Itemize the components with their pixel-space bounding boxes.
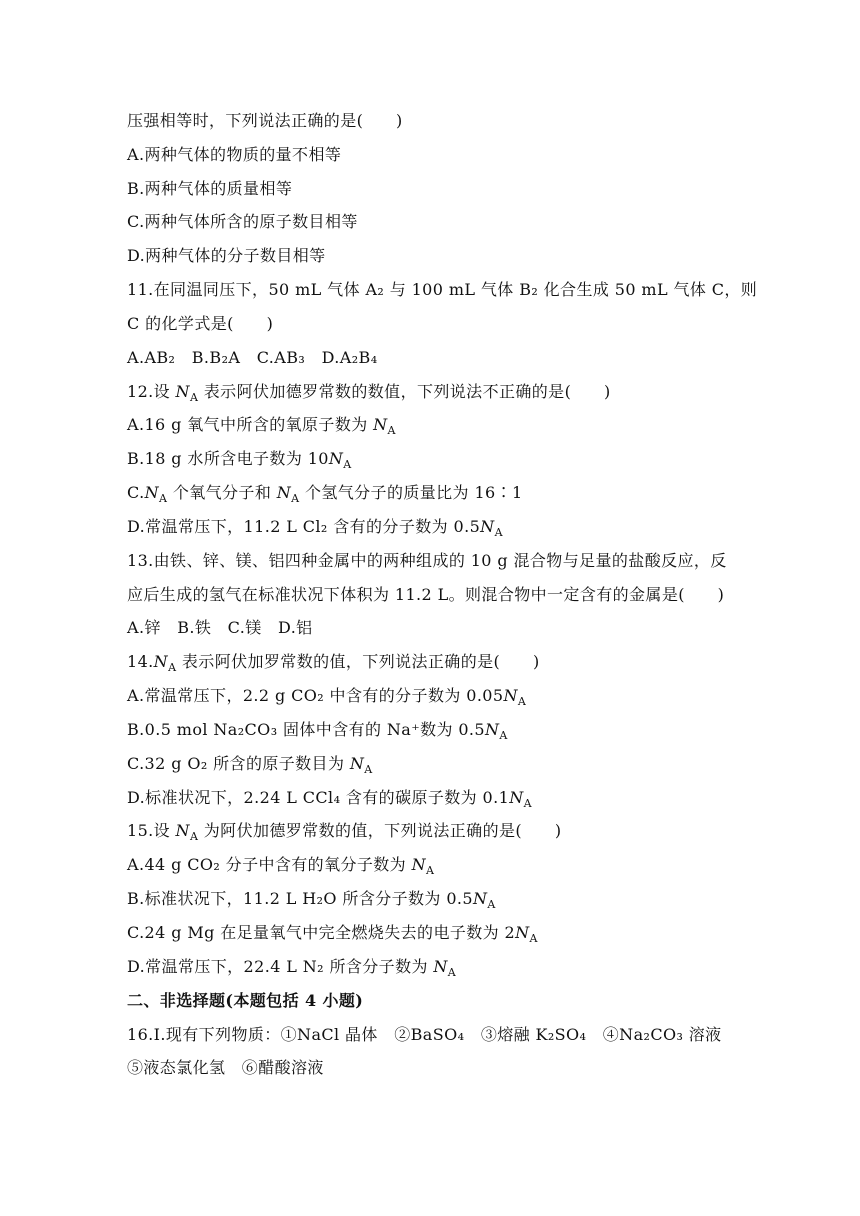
- question-13-options: A.锌 B.铁 C.镁 D.铝: [127, 618, 313, 637]
- option-d: D.常温常压下，11.2 L Cl₂ 含有的分子数为 $0.5N_A$: [127, 517, 503, 540]
- option-b: B.标准状况下，11.2 L H₂O 所含分子数为 $0.5N_A$: [127, 889, 496, 912]
- question-15-stem: 15.设 $N_A$ 为阿伏加德罗常数的值，下列说法正确的是( ): [127, 821, 562, 844]
- question-14-stem: $14.N_A$ 表示阿伏加罗常数的值，下列说法正确的是( ): [127, 652, 540, 675]
- question-16-stem: 16.Ⅰ.现有下列物质：①NaCl 晶体 ②BaSO₄ ③熔融 K₂SO₄ ④Na₂CO₃ 溶液: [127, 1025, 722, 1044]
- question-11-stem: 11.在同温同压下，50 mL 气体 A₂ 与 100 mL 气体 B₂ 化合生成 50 mL 气体 C，则: [127, 280, 758, 299]
- option-b: B.两种气体的质量相等: [127, 179, 293, 198]
- question-16-stem-continuation: ⑤液态氯化氢 ⑥醋酸溶液: [127, 1058, 324, 1077]
- option-d: D.常温常压下，22.4 L N₂ 所含分子数为 $N_A$: [127, 957, 457, 980]
- option-b: B.0.5 mol Na₂CO₃ 固体中含有的 Na⁺数为 $0.5N_A$: [127, 720, 508, 743]
- question-13-stem: 13.由铁、锌、镁、铝四种金属中的两种组成的 10 g 混合物与足量的盐酸反应，反: [127, 551, 727, 570]
- question-10-stem-continuation: 压强相等时，下列说法正确的是( ): [127, 111, 403, 130]
- option-d: D.两种气体的分子数目相等: [127, 246, 326, 265]
- question-13-stem-continuation: 应后生成的氢气在标准状况下体积为 11.2 L。则混合物中一定含有的金属是( ): [127, 585, 725, 604]
- option-b: B.18 g 水所含电子数为 $10N_A$: [127, 449, 352, 472]
- option-c: C.两种气体所含的原子数目相等: [127, 212, 358, 231]
- option-c: $C.N_A$ 个氧气分子和 $N_A$ 个氢气分子的质量比为 16∶1: [127, 483, 523, 506]
- option-d: D.标准状况下，2.24 L CCl₄ 含有的碳原子数为 $0.1N_A$: [127, 788, 532, 811]
- option-a: A.两种气体的物质的量不相等: [127, 145, 342, 164]
- option-a: A.常温常压下，2.2 g CO₂ 中含有的分子数为 $0.05N_A$: [127, 686, 527, 709]
- question-11-options: A.AB₂ B.B₂A C.AB₃ D.A₂B₄: [127, 348, 378, 367]
- option-c: C.32 g O₂ 所含的原子数目为 $N_A$: [127, 754, 373, 777]
- question-11-stem-continuation: C 的化学式是( ): [127, 314, 274, 333]
- section-heading: 二、非选择题(本题包括 4 小题): [127, 991, 364, 1010]
- option-a: A.44 g CO₂ 分子中含有的氧分子数为 $N_A$: [127, 855, 435, 878]
- option-c: C.24 g Mg 在足量氧气中完全燃烧失去的电子数为 $2N_A$: [127, 923, 538, 946]
- option-a: A.16 g 氧气中所含的氧原子数为 $N_A$: [127, 415, 396, 438]
- question-12-stem: 12.设 $N_A$ 表示阿伏加德罗常数的数值，下列说法不正确的是( ): [127, 382, 611, 405]
